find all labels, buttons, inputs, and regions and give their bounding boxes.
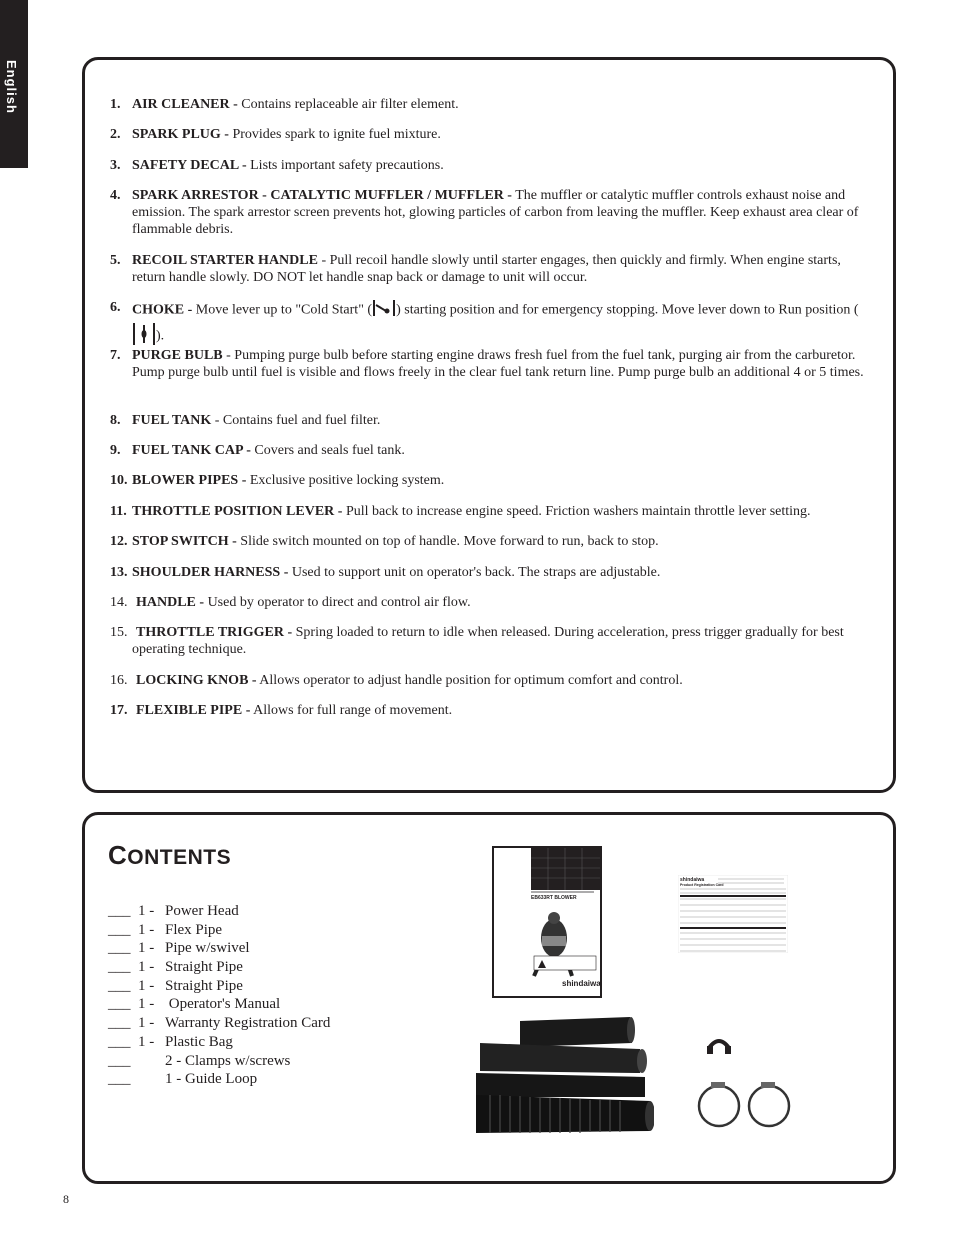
page-number: 8	[63, 1192, 69, 1206]
component-item-15: 15. THROTTLE TRIGGER - Spring loaded to return to idle when released. During acceleration, press trigger gradually for best operating technique.	[110, 625, 844, 657]
component-item-6: 6. CHOKE - Move lever up to "Cold Start" ( ) starting position and for emergency stopping. Move lever down to Run position ().	[110, 299, 865, 351]
component-item-14: 14. HANDLE - Used by operator to direct and control air flow.	[110, 595, 471, 610]
component-item-10: 10. BLOWER PIPES - Exclusive positive locking system.	[110, 473, 445, 488]
manual-brand-logo: shindaiwa	[562, 979, 600, 988]
contents-title: CONTENTS	[108, 840, 232, 870]
operators-manual-image	[492, 846, 602, 998]
component-item-2: 2. SPARK PLUG - Provides spark to ignite fuel mixture.	[110, 127, 441, 142]
component-item-16: 16. LOCKING KNOB - Allows operator to adjust handle position for optimum comfort and control.	[110, 673, 683, 688]
component-item-4: 4. SPARK ARRESTOR - CATALYTIC MUFFLER / MUFFLER - The muffler or catalytic muffler controls exhaust noise and emission. The spark arrestor screen prevents hot, glowing particles of carbon from leaving the muffler. Keep exhaust area clear of flammable debris.	[110, 188, 859, 237]
component-item-7: 7. PURGE BULB - Pumping purge bulb before starting engine draws fresh fuel from the fuel tank, purging air from the carburetor. Pump purge bulb until fuel is visible and flows freely in the clear fuel tank return line. Pump purge bulb an additional 4 or 5 times.	[110, 348, 864, 380]
component-item-8: 8. FUEL TANK - Contains fuel and fuel filter.	[110, 413, 381, 428]
language-tab-label: English	[4, 60, 19, 114]
component-item-3: 3. SAFETY DECAL - Lists important safety precautions.	[110, 158, 444, 173]
choke-cold-start-icon	[372, 299, 396, 322]
component-item-12: 12. STOP SWITCH - Slide switch mounted on top of handle. Move forward to run, back to stop.	[110, 534, 659, 549]
manual-model-label: EB633RT BLOWER	[531, 895, 577, 901]
language-tab	[0, 0, 28, 168]
component-item-13: 13. SHOULDER HARNESS - Used to support unit on operator's back. The straps are adjustable.	[110, 565, 661, 580]
registration-card-image	[678, 875, 788, 953]
component-item-9: 9. FUEL TANK CAP - Covers and seals fuel tank.	[110, 443, 405, 458]
component-item-1: 1. AIR CLEANER - Contains replaceable air filter element.	[110, 97, 459, 112]
component-item-5: 5. RECOIL STARTER HANDLE - Pull recoil handle slowly until starter engages, then quickly and firmly. When engine starts, return handle slowly. DO NOT let handle snap back or damage to unit will occur.	[110, 253, 841, 285]
clamps-guide-loop-image	[695, 1030, 795, 1130]
component-item-11: 11. THROTTLE POSITION LEVER - Pull back to increase engine speed. Friction washers maintain throttle lever setting.	[110, 504, 811, 519]
card-brand-logo: shindaiwa	[680, 877, 705, 883]
blower-pipes-image	[470, 1015, 654, 1137]
card-title: Product Registration Card	[680, 883, 724, 887]
component-item-17: 17. FLEXIBLE PIPE - Allows for full range of movement.	[110, 703, 453, 718]
